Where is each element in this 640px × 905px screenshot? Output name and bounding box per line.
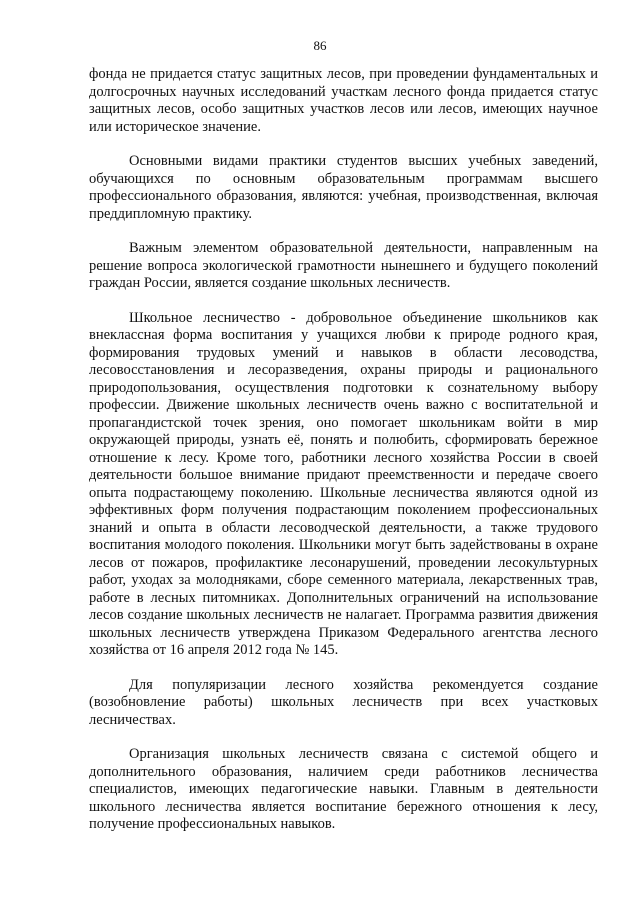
body-text bbox=[89, 66, 598, 851]
paragraph-school-forestries-creation: Важным элементом образовательной деятельности, направленным на решение вопроса экологической грамотности нынешнего и будущего поколений граждан России, является создание школьных лесничеств. bbox=[89, 240, 598, 291]
paragraph-student-practice: Основными видами практики студентов высших учебных заведений, обучающихся по основным образовательным программам высшего профессионального образования, являются: учебная, производственная, включая преддипломную практику. bbox=[89, 153, 598, 222]
paragraph-popularization: Для популяризации лесного хозяйства рекомендуется создание (возобновление работы) школьных лесничеств при всех участковых лесничествах. bbox=[89, 676, 598, 728]
paragraph-school-forestry-definition: Школьное лесничество - добровольное объединение школьников как внеклассная форма воспитания у учащихся любви к природе родного края, формирования трудовых умений и навыков в области лесоводства, лесовосстановления и лесоразведения, охраны природы и рационального природопользования, осуществления подготовки к сознательному выбору профессии. Движение школьных лесничеств очень важно с воспитательной и пропагандистской точек зрения, оно помогает школьникам войти в мир окружающей природы, узнать её, понять и полюбить, сформировать бережное отношение к лесу. Кроме того, работники лесного хозяйства России в своей деятельности большое внимание придают преемственности и передаче своего опыта подрастающему поколению. Школьные лесничества являются одной из эффективных форм получения подрастающим поколением профессиональных знаний и опыта в области лесоводческой деятельности, а также трудового воспитания молодого поколения. Школьники могут быть задействованы в охране лесов от пожаров, профилактике лесонарушений, проведении лесокультурных работ, уходах за молодняками, сборе семенного материала, лекарственных трав, работе в лесных питомниках. Дополнительных ограничений на использование лесов создание школьных лесничеств не налагает. Программа развития движения школьных лесничеств утверждена Приказом Федерального агентства лесного хозяйства от 16 апреля 2012 года № 145. bbox=[89, 309, 598, 658]
page-number: 86 bbox=[313, 38, 327, 53]
paragraph-organization: Организация школьных лесничеств связана с системой общего и дополнительного образования, наличием среди работников лесничества специалистов, имеющих педагогические навыки. Главным в деятельности школьного лесничества является воспитание бережного отношения к лесу, получение профессиональных навыков. bbox=[89, 746, 598, 832]
paragraph-protected-forests: фонда не придается статус защитных лесов, при проведении фундаментальных и долгосрочных научных исследований участкам лесного фонда придается статус защитных лесов, особо защитных участков лесов или лесов, имеющих научное или историческое значение. bbox=[89, 66, 598, 135]
